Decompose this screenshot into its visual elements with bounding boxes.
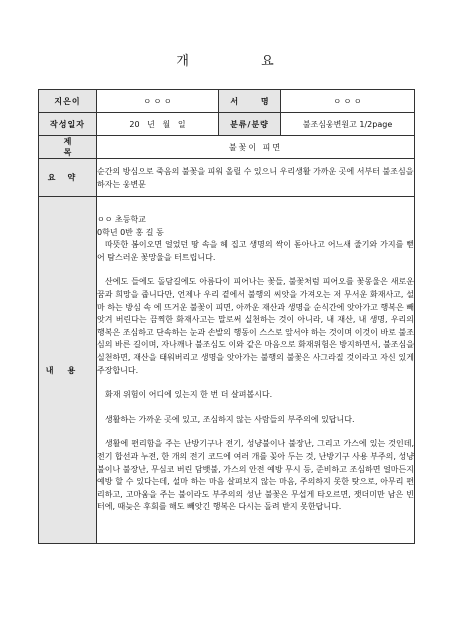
category-value: 불조심웅변원고 1/2page	[281, 113, 415, 136]
signature-label: 서 명	[219, 90, 281, 113]
content-label: 내용	[39, 197, 97, 544]
date-label: 작성일자	[39, 113, 97, 136]
content-row	[39, 197, 415, 544]
subject-value: 불꽃이 피면	[97, 136, 415, 159]
date-row	[39, 113, 415, 136]
content-paragraph: 생활에 편리함을 주는 난방기구나 전기, 성냥불이나 불장난, 그리고 가스에 있는 것인데, 전기 합선과 누전, 한 개의 전기 코드에 여러 개를 꽂아 두는 것, 난방기구 사용 부주의, 성냥불이나 불장난, 무심코 버린 담뱃불, 가스의 안전 예방 무시 등, 준비하고 조심하면 얼마든지 예방 할 수 있다는데, 설마 하는 마음 살펴보지 않는 마음, 주의하지 못한 탓으로, 아무리 편리하고, 고마움을 주는 불이라도 부주의의 성난 불꽃은 무섭게 타오르면, 잿더미만 남은 빈터에, 때늦은 후회를 해도 빼앗긴 행복은 다시는 돌려 받지 못한답니다.	[97, 439, 414, 512]
summary-form-table	[38, 89, 415, 544]
document-title: 개 요	[176, 54, 308, 69]
category-label: 분류/분량	[219, 113, 281, 136]
summary-value: 순간의 방심으로 죽음의 불꽃을 피워 올릴 수 있으니 우리생활 가까운 곳에 서부터 불조심을 하자는 웅변문	[97, 159, 415, 197]
author-row	[39, 90, 415, 113]
school-name: ㅇㅇ 초등학교	[97, 215, 146, 225]
content-paragraph: 산에도 들에도 돌담길에도 아름다이 피어나는 꽃들, 불꽃처럼 피어오를 꽃몽울은 새로운 꿈과 희망을 줍니다만, 언제나 우리 곁에서 불행의 씨앗을 가져오는 저 무서운 화재사고, 설마 하는 방심 속 에 뜨거운 불꽃이 피면, 아까운 재산과 생명을 순식간에 앗아가고 행복은 빼앗겨 버린다는 끔찍한 화재사고는 말로써 실천하는 것이 아니라, 내 재산, 내 생명, 우리의 행복은 조심하고 단속하는 눈과 손발의 행동이 스스로 앞서야 하는 것이며 이것이 바로 불조심의 바른 길이며, 자나깨나 불조심도 이와 같은 마음으로 화재위험은 방지하면서, 불조심을 실천하면, 재산을 태워버리고 생명을 앗아가는 불행의 불꽃은 사그라질 것이라고 자신 있게 주장합니다.	[97, 277, 414, 375]
signature-value: ㅇ ㅇ ㅇ	[281, 90, 415, 113]
subject-row	[39, 136, 415, 159]
content-paragraph: 따뜻한 봄이오면 얼었던 땅 속을 헤 집고 생명의 싹이 돋아나고 어느새 줄기와 가지를 뻗어 탐스러운 꽃망울을 터트립니다.	[97, 240, 414, 262]
summary-label: 요약	[39, 159, 97, 197]
content-paragraph: 화재 위험이 어디에 있는지 한 번 더 살펴봅시다.	[105, 390, 273, 400]
author-value: ㅇ ㅇ ㅇ	[97, 90, 219, 113]
content-paragraph: 생활하는 가까운 곳에 있고, 조심하지 않는 사람들의 부주의에 있답니다.	[105, 414, 355, 424]
author-label: 지은이	[39, 90, 97, 113]
summary-row	[39, 159, 415, 197]
subject-label: 제 목	[39, 136, 97, 159]
content-body	[97, 197, 415, 544]
student-name: 0학년 0반 홍 길 동	[97, 227, 164, 237]
date-value: 20 년 월 일	[97, 113, 219, 136]
